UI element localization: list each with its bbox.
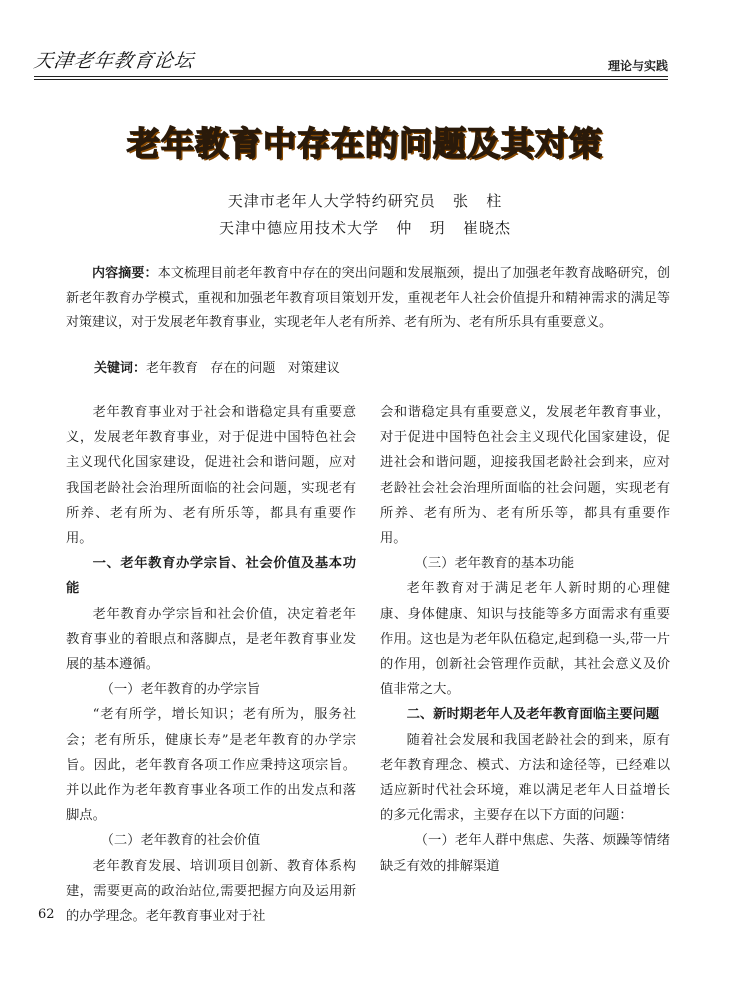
abstract-label: 内容摘要： xyxy=(92,266,158,281)
subsection-heading: （三）老年教育的基本功能 xyxy=(414,556,575,572)
page-header xyxy=(0,0,730,86)
subsection-heading: （一）老年人群中焦虑、失落、烦躁等情绪缺乏有效的排解渠道 xyxy=(380,833,670,874)
header-rule-secondary xyxy=(34,79,668,80)
body-paragraph: 随着社会发展和我国老龄社会的到来，原有老年教育理念、模式、方法和途径等，已经难以适应新时代社会环境，难以满足老年人日益增长的多元化需求，主要存在以下方面的问题： xyxy=(380,732,670,824)
author-line-2: 天津中德应用技术大学 仲 玥 崔晓杰 xyxy=(219,219,511,237)
body-paragraph: 会和谐稳定具有重要意义，发展老年教育事业，对于促进中国特色社会主义现代化国家建设，促进社会和谐问题，迎接我国老龄社会到来，应对老龄社会社会治理所面临的社会问题，实现老有所养、老有所为、老有所乐等，都具有重要作用。 xyxy=(380,405,670,547)
keywords-text: 老年教育 存在的问题 对策建议 xyxy=(146,361,340,376)
subsection-heading: （二）老年教育的社会价值 xyxy=(100,833,261,849)
journal-name: 天津老年教育论坛 xyxy=(32,50,196,72)
body-paragraph: 老年教育对于满足老年人新时期的心理健康、身体健康、知识与技能等多方面需求有重要作用。这也是为老年队伍稳定,起到稳一头,带一片的作用，创新社会管理作贡献，其社会意义及价值非常之大。 xyxy=(380,581,670,698)
body-paragraph: “老有所学，增长知识；老有所为，服务社会；老有所乐，健康长寿”是老年教育的办学宗旨。因此，老年教育各项工作应秉持这项宗旨。并以此作为老年教育事业各项工作的出发点和落脚点。 xyxy=(66,707,356,824)
right-column xyxy=(380,400,670,879)
left-column xyxy=(66,400,356,929)
body-paragraph: 老年教育办学宗旨和社会价值，决定着老年教育事业的着眼点和落脚点，是老年教育事业发展的基本遵循。 xyxy=(66,606,356,673)
keywords xyxy=(94,357,340,376)
abstract-text: 本文梳理目前老年教育中存在的突出问题和发展瓶颈，提出了加强老年教育战略研究，创新老年教育办学模式，重视和加强老年教育项目策划开发，重视老年人社会价值提升和精神需求的满足等对策建议，对于发展老年教育事业，实现老年人老有所养、老有所为、老有所乐具有重要意义。 xyxy=(66,266,670,330)
section-heading-1: 一、老年教育办学宗旨、社会价值及基本功能 xyxy=(66,556,356,597)
section-heading-2: 二、新时期老年人及老年教育面临主要问题 xyxy=(406,707,660,723)
keywords-label: 关键词： xyxy=(94,361,147,376)
subsection-heading: （一）老年教育的办学宗旨 xyxy=(100,682,261,698)
abstract xyxy=(66,262,670,336)
header-rule xyxy=(34,76,668,77)
section-tag: 理论与实践 xyxy=(607,59,668,73)
body-paragraph: 老年教育事业对于社会和谐稳定具有重要意义，发展老年教育事业，对于促进中国特色社会主义现代化国家建设，促进社会和谐问题，应对我国老龄社会治理所面临的社会问题，实现老有所养、老有所为、老有所乐等，都具有重要作用。 xyxy=(66,405,356,547)
body-paragraph: 老年教育发展、培训项目创新、教育体系构建，需要更高的政治站位,需要把握方向及运用新的办学理念。老年教育事业对于社 xyxy=(66,858,356,925)
author-line-1: 天津市老年人大学特约研究员 张 柱 xyxy=(227,192,503,210)
author-block xyxy=(0,188,730,242)
article-title: 老年教育中存在的问题及其对策 xyxy=(127,124,603,163)
page-number: 62 xyxy=(38,907,55,922)
